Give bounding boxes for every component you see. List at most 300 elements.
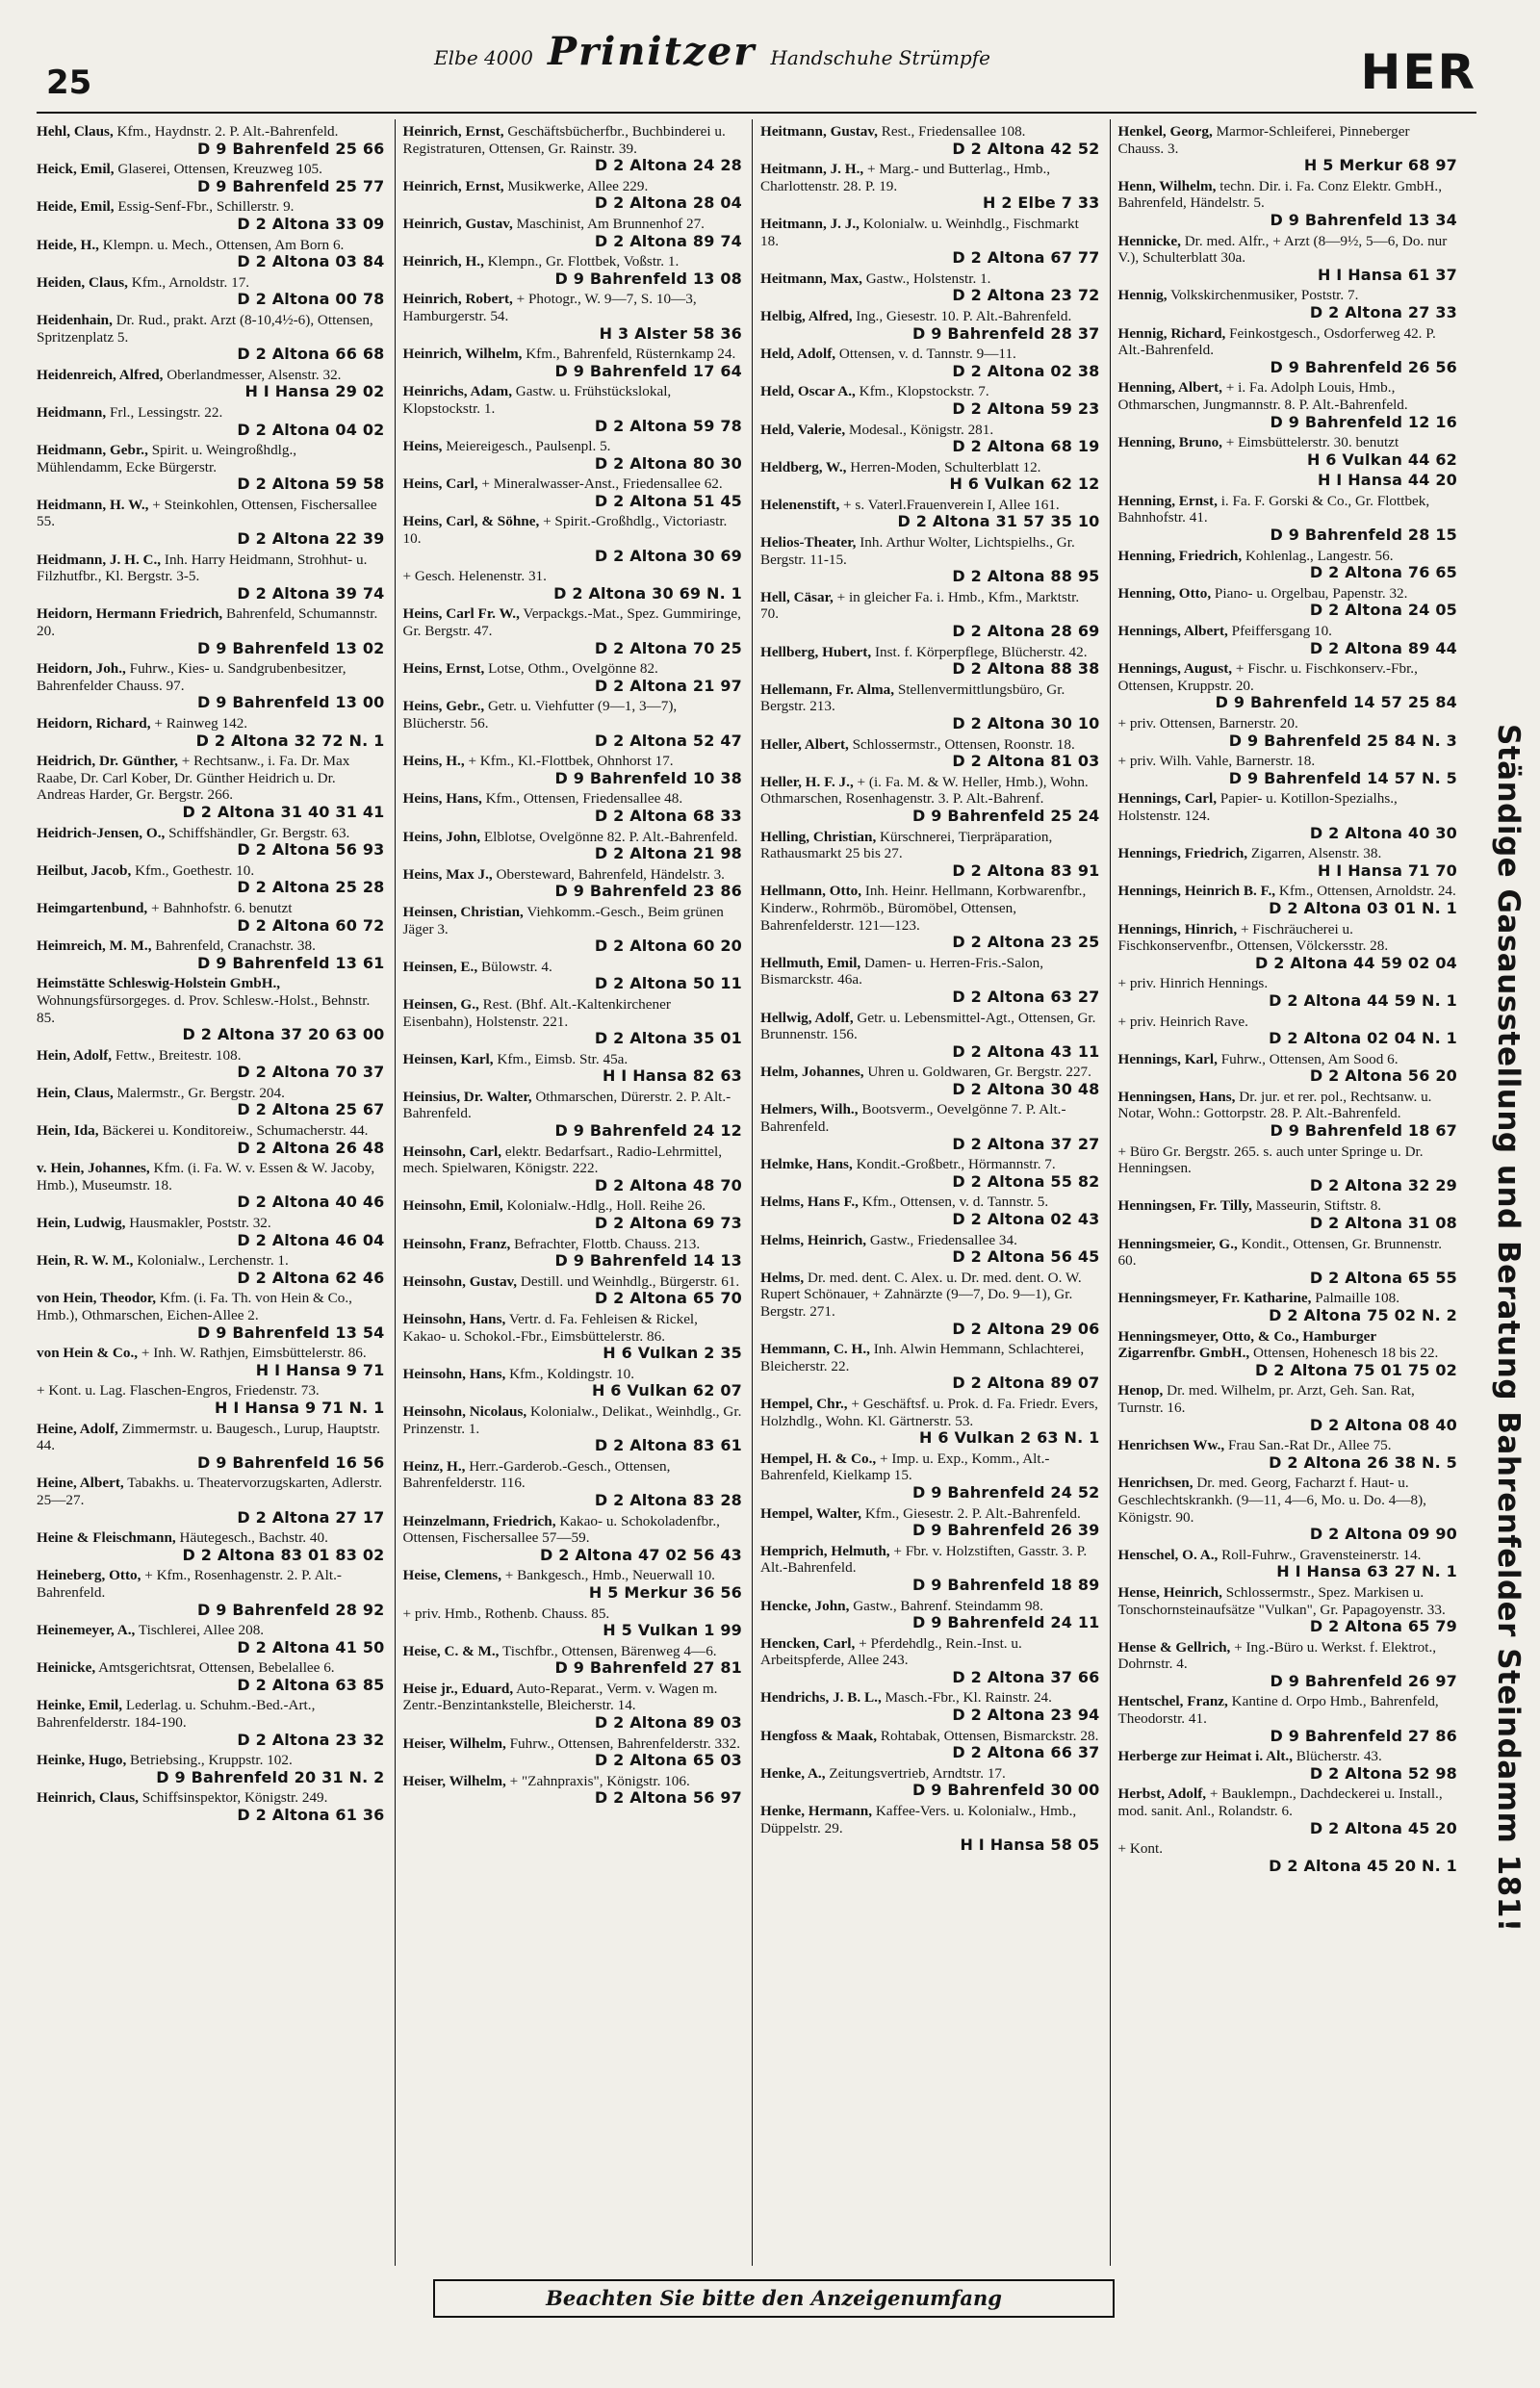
entry-name: Heins, Carl,	[402, 475, 478, 493]
entry-name: Heins, Ernst,	[402, 660, 485, 678]
entry-phone: D 2 Altona 51 45	[594, 491, 742, 510]
directory-entry	[1118, 1748, 1458, 1782]
entry-phone: D 2 Altona 22 39	[237, 529, 385, 549]
entry-details: Kfm., Bahrenfeld, Rüsternkamp 24.	[526, 346, 736, 363]
entry-name: Heins, Hans,	[402, 790, 482, 808]
entry-name: Heins, Carl Fr. W.,	[402, 605, 520, 623]
entry-details: Elblotse, Ovelgönne 82. P. Alt.-Bahrenfeld.	[483, 828, 738, 845]
directory-column-2	[395, 119, 753, 2266]
directory-entry	[37, 1382, 385, 1416]
entry-name: Heins, Gebr.,	[402, 698, 485, 715]
entry-details: Dr. Rud., prakt. Arzt (8-10,4½-6), Ottensen, Spritzenplatz 5.	[37, 311, 373, 346]
entry-details: Dr. jur. et rer. pol., Rechtsanw. u. Notar, Wohn.: Gottorpstr. 28. P. Alt.-Bahrenfeld.	[1117, 1088, 1432, 1122]
entry-name: Hein, Ludwig,	[37, 1215, 126, 1232]
entry-phone: D 2 Altona 76 65	[1309, 563, 1457, 582]
entry-name: Helenenstift,	[760, 496, 840, 513]
directory-entry	[37, 605, 385, 656]
entry-details: Bootsverm., Oevelgönne 7. P. Alt.-Bahrenfeld.	[760, 1101, 1066, 1136]
entry-name: Henschel, O. A.,	[1117, 1546, 1219, 1563]
entry-phone: D 2 Altona 83 01 83 02	[182, 1545, 385, 1564]
directory-entry	[37, 975, 385, 1042]
entry-details: Rohtabak, Ottensen, Bismarckstr. 28.	[880, 1727, 1099, 1744]
entry-phone: D 2 Altona 28 04	[594, 193, 742, 213]
entry-details: Kfm. (i. Fa. Th. von Hein & Co., Hmb.), Othmarschen, Eichen-Allee 2.	[37, 1290, 352, 1323]
entry-details: + Geschäftsf. u. Prok. d. Fa. Friedr. Evers, Holzhdlg., Wohn. Kl. Gärtnerstr. 53.	[760, 1395, 1098, 1429]
entry-name: Hennig,	[1117, 287, 1168, 304]
entry-details: Gastw., Friedensallee 34.	[869, 1231, 1017, 1248]
entry-name: Heise jr., Eduard,	[402, 1680, 514, 1697]
directory-entry	[403, 1403, 743, 1454]
entry-phone: D 9 Bahrenfeld 18 89	[912, 1575, 1100, 1594]
entry-name: Heitmann, J. J.,	[760, 215, 860, 232]
entry-phone: D 2 Altona 44 59 02 04	[1255, 953, 1457, 972]
directory-entry	[403, 1366, 743, 1399]
entry-name: Hense, Heinrich,	[1117, 1583, 1222, 1601]
entry-details: Kfm., Haydnstr. 2. P. Alt.-Bahrenfeld.	[116, 123, 339, 140]
entry-name: Hengfoss & Maak,	[760, 1727, 878, 1744]
entry-name: Heinrich, Wilhelm,	[402, 346, 523, 363]
entry-phone: D 2 Altona 63 27	[952, 987, 1100, 1006]
entry-name: Heinke, Emil,	[37, 1697, 123, 1714]
entry-details: Lederlag. u. Schuhm.-Bed.-Art., Bahrenfelderstr. 184-190.	[37, 1697, 316, 1732]
directory-entry	[760, 1101, 1100, 1152]
entry-details: Kfm., Koldingstr. 10.	[509, 1365, 635, 1382]
entry-details: Schiffshändler, Gr. Bergstr. 63.	[168, 824, 350, 841]
entry-details: Häutegesch., Bachstr. 40.	[179, 1529, 328, 1547]
directory-entry	[403, 698, 743, 749]
entry-name: Henningsmeier, G.,	[1117, 1235, 1238, 1252]
entry-phone: H 6 Vulkan 2 35	[603, 1344, 742, 1363]
entry-details: Bäckerei u. Konditoreiw., Schumacherstr. 44.	[102, 1122, 369, 1140]
entry-details: + Kont.	[1117, 1840, 1164, 1858]
entry-phone: D 2 Altona 30 69 N. 1	[553, 583, 742, 603]
entry-phone: H I Hansa 82 63	[602, 1066, 742, 1086]
directory-entry	[1118, 1840, 1458, 1874]
entry-name: Hencken, Carl,	[760, 1634, 856, 1652]
entry-phone: D 2 Altona 75 01 75 02	[1255, 1360, 1457, 1379]
entry-phone: H I Hansa 9 71	[255, 1360, 385, 1379]
directory-entry	[37, 497, 385, 548]
entry-details: + Spirit.-Großhdlg., Victoriastr. 10.	[402, 513, 728, 548]
directory-entry	[1118, 1382, 1458, 1433]
entry-name: Heise, C. & M.,	[402, 1642, 500, 1659]
entry-phone: D 2 Altona 56 93	[237, 840, 385, 860]
entry-name: Hennings, Heinrich B. F.,	[1117, 883, 1276, 900]
entry-name: Heitmann, Max,	[760, 270, 862, 287]
entry-details: Bülowstr. 4.	[480, 958, 552, 975]
directory-entry	[760, 216, 1100, 267]
entry-phone: D 9 Bahrenfeld 25 24	[912, 806, 1100, 825]
entry-phone: D 2 Altona 37 20 63 00	[182, 1025, 385, 1044]
entry-details: + Photogr., W. 9—7, S. 10—3, Hamburgerstr. 54.	[402, 291, 697, 324]
entry-name: Henningsen, Hans,	[1117, 1088, 1236, 1105]
entry-phone: H 2 Elbe 7 33	[982, 193, 1100, 213]
entry-details: Betriebsing., Kruppstr. 102.	[130, 1752, 293, 1769]
entry-phone: D 2 Altona 26 38 N. 5	[1269, 1452, 1457, 1472]
entry-details: Rest., Friedensallee 108.	[881, 123, 1026, 140]
directory-entry	[37, 1122, 385, 1156]
entry-name: Hennings, Albert,	[1117, 623, 1228, 640]
entry-details: Stellenvermittlungsbüro, Gr. Bergstr. 213.	[760, 680, 1065, 715]
directory-entry	[760, 1543, 1100, 1594]
directory-entry	[1118, 1051, 1458, 1085]
entry-name: Heilbut, Jacob,	[37, 861, 132, 879]
entry-name: Held, Adolf,	[760, 346, 836, 363]
entry-phone: D 2 Altona 40 46	[237, 1193, 385, 1212]
entry-name: Hencke, John,	[760, 1597, 850, 1614]
entry-phone: D 2 Altona 66 68	[237, 345, 385, 364]
entry-phone: D 2 Altona 21 97	[594, 676, 742, 695]
directory-entry	[1118, 1143, 1458, 1194]
entry-phone: D 2 Altona 32 29	[1309, 1175, 1457, 1194]
entry-details: Getr. u. Lebensmittel-Agt., Ottensen, Gr. Brunnenstr. 156.	[760, 1009, 1096, 1043]
directory-entry	[1118, 1197, 1458, 1231]
entry-phone: D 2 Altona 70 37	[237, 1063, 385, 1082]
directory-entry	[37, 1290, 385, 1341]
entry-name: Heinsen, Christian,	[402, 903, 524, 920]
directory-entry	[37, 715, 385, 749]
entry-name: Helms, Heinrich,	[760, 1231, 867, 1248]
directory-entry	[37, 161, 385, 194]
directory-entry	[403, 1051, 743, 1085]
entry-details: Fuhrw., Ottensen, Am Sood 6.	[1220, 1050, 1399, 1067]
entry-details: + Rainweg 142.	[154, 715, 248, 732]
entry-details: + Kfm., Rosenhagenstr. 2. P. Alt.-Bahrenfeld.	[37, 1567, 342, 1601]
entry-phone: D 2 Altona 31 40 31 41	[182, 802, 385, 821]
entry-name: Heller, H. F. J.,	[760, 773, 854, 790]
entry-phone: D 9 Bahrenfeld 25 84 N. 3	[1228, 731, 1457, 750]
directory-entry	[403, 291, 743, 342]
entry-details: Feinkostgesch., Osdorferweg 42. P. Alt.-Bahrenfeld.	[1117, 324, 1436, 359]
entry-phone: H 6 Vulkan 62 07	[591, 1381, 742, 1400]
entry-name: Heinrich, Ernst,	[402, 123, 504, 140]
directory-entry	[1118, 1639, 1458, 1690]
entry-details: Othmarschen, Dürerstr. 2. P. Alt.-Bahrenfeld.	[402, 1088, 732, 1122]
directory-entry	[1118, 790, 1458, 841]
entry-name: Heinsen, G.,	[402, 995, 479, 1013]
directory-entry	[760, 1341, 1100, 1392]
directory-entry	[1118, 753, 1458, 786]
entry-details: Schlossermstr., Ottensen, Roonstr. 18.	[852, 735, 1075, 753]
directory-entry	[760, 1728, 1100, 1761]
header-ad-right: Handschuhe Strümpfe	[770, 46, 990, 69]
entry-phone: D 2 Altona 21 98	[594, 844, 742, 863]
directory-entry	[1118, 233, 1458, 284]
entry-phone: D 9 Bahrenfeld 25 66	[197, 139, 385, 158]
entry-phone: D 2 Altona 56 97	[594, 1788, 742, 1808]
directory-entry	[403, 1311, 743, 1362]
entry-phone: D 2 Altona 67 77	[952, 248, 1100, 268]
entry-name: Heinsohn, Franz,	[402, 1235, 511, 1252]
entry-details: i. Fa. F. Gorski & Co., Gr. Flottbek, Bahnhofstr. 41.	[1117, 492, 1430, 526]
entry-details: Kolonialw.-Hdlg., Holl. Reihe 26.	[506, 1197, 706, 1215]
entry-phone: D 2 Altona 44 59 N. 1	[1269, 990, 1457, 1010]
entry-phone: D 2 Altona 62 46	[237, 1268, 385, 1287]
directory-entry	[1118, 1089, 1458, 1140]
entry-name: Hellmuth, Emil,	[760, 954, 861, 971]
directory-entry	[1118, 975, 1458, 1009]
entry-details: + Bahnhofstr. 6. benutzt	[150, 899, 293, 916]
directory-entry	[403, 753, 743, 786]
directory-entry	[1118, 1236, 1458, 1287]
entry-name: Hennings, Carl,	[1117, 790, 1218, 808]
entry-phone: D 2 Altona 30 10	[952, 714, 1100, 732]
entry-details: Kantine d. Orpo Hmb., Bahrenfeld, Theodorstr. 41.	[1117, 1693, 1439, 1728]
entry-details: Gastw., Bahrenf. Steindamm 98.	[853, 1597, 1043, 1614]
directory-entry	[403, 959, 743, 992]
entry-name: Hein, Ida,	[37, 1122, 99, 1140]
entry-name: Heick, Emil,	[37, 161, 115, 178]
entry-name: Heinrich, Gustav,	[402, 215, 513, 232]
entry-details: Auto-Reparat., Verm. v. Wagen m. Zentr.-Benzintankstelle, Bleicherstr. 14.	[402, 1680, 718, 1714]
directory-entry	[403, 904, 743, 955]
directory-entry	[1118, 660, 1458, 711]
directory-entry	[1118, 178, 1458, 229]
entry-name: Heinsen, Karl,	[402, 1050, 494, 1067]
entry-details: Kfm., Ottensen, v. d. Tannstr. 5.	[861, 1194, 1049, 1211]
entry-details: Meiereigesch., Paulsenpl. 5.	[446, 438, 611, 455]
entry-phone: D 2 Altona 02 04 N. 1	[1269, 1029, 1457, 1048]
entry-details: Kfm., Eimsb. Str. 45a.	[497, 1050, 629, 1067]
entry-name: Helmke, Hans,	[760, 1156, 853, 1173]
entry-name: Hennings, Hinrich,	[1117, 920, 1238, 937]
entry-phone: D 2 Altona 33 09	[237, 214, 385, 233]
entry-phone: D 2 Altona 65 79	[1309, 1617, 1457, 1636]
entry-details: Gastw., Holstenstr. 1.	[865, 270, 991, 287]
directory-entry	[37, 753, 385, 820]
entry-details: Kondit.-Großbetr., Hörmannstr. 7.	[856, 1156, 1056, 1173]
entry-name: Heidrich, Dr. Günther,	[37, 753, 178, 770]
entry-name: Henkel, Georg,	[1117, 123, 1213, 140]
entry-phone: D 2 Altona 80 30	[594, 453, 742, 473]
entry-phone: D 2 Altona 60 20	[594, 937, 742, 956]
entry-phone: D 9 Bahrenfeld 26 56	[1270, 357, 1457, 376]
entry-name: Henn, Wilhelm,	[1117, 177, 1217, 194]
directory-entry	[760, 1064, 1100, 1097]
entry-name: Heidmann, H. W.,	[37, 496, 149, 513]
entry-phone: D 9 Bahrenfeld 13 54	[197, 1322, 385, 1342]
entry-name: Heise, Clemens,	[402, 1567, 501, 1584]
entry-phone: D 2 Altona 30 48	[952, 1079, 1100, 1098]
entry-name: Hense & Gellrich,	[1117, 1638, 1231, 1656]
entry-name: Helms, Hans F.,	[760, 1194, 859, 1211]
entry-details: Uhren u. Goldwaren, Gr. Bergstr. 227.	[867, 1064, 1091, 1081]
entry-details: Inh. Heinr. Hellmann, Korbwarenfbr., Kinderw., Rohrmöb., Büromöbel, Ottensen, Bahrenfelderstr. 121—123.	[760, 883, 1087, 934]
entry-phone: D 9 Bahrenfeld 24 12	[554, 1121, 742, 1141]
entry-phone: D 9 Bahrenfeld 28 92	[197, 1600, 385, 1619]
entry-details: + Steinkohlen, Ottensen, Fischersallee 55.	[37, 496, 377, 530]
entry-phone: D 2 Altona 52 98	[1309, 1763, 1457, 1783]
entry-name: Heidrich-Jensen, O.,	[37, 824, 166, 841]
directory-entry	[37, 1160, 385, 1211]
entry-phone: D 2 Altona 45 20 N. 1	[1269, 1856, 1457, 1875]
entry-name: Hempel, H. & Co.,	[760, 1450, 877, 1467]
entry-phone: H I Hansa 61 37	[1317, 265, 1457, 284]
entry-details: Pfeiffersgang 10.	[1231, 623, 1332, 640]
entry-phone: D 2 Altona 89 74	[594, 231, 742, 250]
directory-entry	[1118, 1290, 1458, 1323]
entry-details: + Bauklempn., Dachdeckerei u. Install., mod. sanit. Anl., Rolandstr. 6.	[1117, 1785, 1443, 1820]
entry-details: Ottensen, Hohenesch 18 bis 22.	[1253, 1345, 1439, 1362]
entry-phone: D 2 Altona 89 03	[594, 1713, 742, 1733]
entry-phone: D 2 Altona 27 17	[237, 1507, 385, 1527]
directory-entry	[403, 1089, 743, 1140]
entry-details: Destill. und Weinhdlg., Bürgerstr. 61.	[520, 1272, 740, 1290]
entry-name: von Hein, Theodor,	[37, 1290, 157, 1307]
entry-details: Schiffsinspektor, Königstr. 249.	[141, 1789, 328, 1807]
entry-details: Tischfbr., Ottensen, Bärenweg 4—6.	[502, 1642, 717, 1659]
entry-name: Hellemann, Fr. Alma,	[760, 680, 895, 698]
directory-entry	[1118, 1437, 1458, 1471]
entry-name: Heimstätte Schleswig-Holstein GmbH.,	[37, 975, 281, 992]
entry-name: Hellberg, Hubert,	[760, 643, 872, 660]
entry-details: + (i. Fa. M. & W. Heller, Hmb.), Wohn. Othmarschen, Rosenhagenstr. 3. P. Alt.-Bahrenf.	[760, 773, 1089, 808]
entry-details: + Fischr. u. Fischkonserv.-Fbr., Ottensen, Kruppstr. 20.	[1117, 660, 1418, 694]
entry-name: Held, Valerie,	[760, 421, 846, 438]
entry-details: elektr. Bedarfsart., Radio-Lehrmittel, mech. Spielwaren, Königstr. 222.	[402, 1143, 723, 1177]
entry-name: Helm, Johannes,	[760, 1064, 864, 1081]
directory-entry	[37, 198, 385, 232]
directory-entry	[37, 1421, 385, 1472]
directory-entry	[403, 790, 743, 824]
directory-entry	[403, 346, 743, 379]
entry-phone: D 2 Altona 00 78	[237, 290, 385, 309]
entry-details: + in gleicher Fa. i. Hmb., Kfm., Marktstr. 70.	[760, 588, 1080, 623]
entry-name: Helios-Theater,	[760, 534, 857, 552]
directory-entry	[403, 996, 743, 1047]
entry-phone: D 2 Altona 32 72 N. 1	[195, 731, 385, 750]
directory-entry	[1118, 921, 1458, 972]
entry-details: + Gesch. Helenenstr. 31.	[402, 568, 547, 585]
entry-details: Dr. med. Wilhelm, pr. Arzt, Geh. San. Rat, Turnstr. 16.	[1117, 1382, 1415, 1416]
entry-name: Heide, Emil,	[37, 198, 115, 216]
directory-entry	[760, 1451, 1100, 1502]
entry-name: Heitmann, J. H.,	[760, 161, 864, 178]
entry-phone: D 9 Bahrenfeld 13 34	[1270, 210, 1457, 229]
entry-details: + Kfm., Kl.-Flottbek, Ohnhorst 17.	[468, 753, 674, 770]
entry-details: Bahrenfeld, Schumannstr. 20.	[37, 605, 378, 640]
directory-entry	[1118, 123, 1458, 174]
directory-entry	[403, 1273, 743, 1307]
entry-details: Kürschnerei, Tierpräparation, Rathausmarkt 25 bis 27.	[760, 828, 1053, 862]
entry-phone: D 2 Altona 68 33	[594, 806, 742, 825]
directory-entry	[37, 1475, 385, 1526]
entry-phone: D 2 Altona 68 19	[952, 437, 1100, 456]
directory-entry	[403, 1236, 743, 1270]
entry-name: Henningsen, Fr. Tilly,	[1117, 1197, 1252, 1215]
entry-phone: D 9 Bahrenfeld 26 97	[1270, 1671, 1457, 1690]
entry-phone: D 9 Bahrenfeld 18 67	[1270, 1121, 1457, 1141]
entry-phone: D 9 Bahrenfeld 23 86	[554, 882, 742, 901]
entry-name: Heitmann, Gustav,	[760, 123, 878, 140]
entry-details: Volkskirchenmusiker, Poststr. 7.	[1170, 287, 1359, 304]
entry-phone: D 2 Altona 48 70	[594, 1175, 742, 1194]
entry-details: Spirit. u. Weingroßhdlg., Mühlendamm, Ecke Bürgerstr.	[37, 442, 297, 475]
entry-phone: D 2 Altona 30 69	[594, 546, 742, 565]
entry-name: Hennings, August,	[1117, 660, 1233, 678]
directory-entry	[37, 237, 385, 270]
entry-phone: D 2 Altona 59 23	[952, 398, 1100, 418]
entry-phone: H 5 Merkur 68 97	[1303, 156, 1457, 175]
entry-phone: D 9 Bahrenfeld 24 52	[912, 1482, 1100, 1502]
directory-entry	[760, 1232, 1100, 1266]
entry-phone: D 2 Altona 59 78	[594, 416, 742, 435]
entry-name: Heiser, Wilhelm,	[402, 1772, 506, 1789]
entry-phone: D 9 Bahrenfeld 20 31 N. 2	[156, 1767, 385, 1786]
entry-details: Fettw., Breitestr. 108.	[115, 1046, 242, 1064]
entry-name: Heide, H.,	[37, 236, 99, 253]
entry-details: + priv. Heinrich Rave.	[1117, 1013, 1248, 1030]
entry-name: Heidorn, Hermann Friedrich,	[37, 605, 223, 623]
directory-entry	[760, 1765, 1100, 1799]
entry-name: Hentschel, Franz,	[1117, 1693, 1228, 1710]
directory-entry	[1118, 1693, 1458, 1744]
entry-details: Kfm. (i. Fa. W. v. Essen & W. Jacoby, Hmb.), Museumstr. 18.	[37, 1160, 375, 1194]
directory-entry	[760, 534, 1100, 585]
entry-details: + Fbr. v. Holzstiften, Gasstr. 3. P. Alt.-Bahrenfeld.	[760, 1542, 1088, 1577]
entry-phone: H I Hansa 29 02	[244, 382, 385, 401]
directory-entry	[760, 346, 1100, 379]
directory-entry	[760, 497, 1100, 530]
entry-details: Papier- u. Kotillon-Spezialhs., Holstenstr. 124.	[1117, 790, 1398, 824]
entry-phone: H I Hansa 9 71 N. 1	[215, 1398, 385, 1417]
directory-entry	[1118, 845, 1458, 879]
entry-phone: D 9 Bahrenfeld 28 37	[912, 323, 1100, 343]
entry-details: Lotse, Othm., Ovelgönne 82.	[488, 660, 658, 678]
entry-phone: H I Hansa 63 27 N. 1	[1276, 1562, 1457, 1581]
entry-phone: D 9 Bahrenfeld 25 77	[197, 176, 385, 195]
page-number: 25	[46, 64, 92, 102]
entry-phone: D 2 Altona 75 02 N. 2	[1269, 1306, 1457, 1324]
entry-name: Hennings, Friedrich,	[1117, 845, 1248, 862]
directory-entry	[403, 216, 743, 249]
entry-details: Befrachter, Flottb. Chauss. 213.	[514, 1235, 701, 1252]
entry-phone: H 6 Vulkan 62 12	[949, 475, 1100, 494]
entry-details: + "Zahnpraxis", Königstr. 106.	[509, 1772, 690, 1789]
directory-entry	[403, 866, 743, 900]
entry-phone: D 2 Altona 31 08	[1309, 1214, 1457, 1233]
entry-details: Marmor-Schleiferei, Pinneberger Chauss. 3.	[1117, 123, 1410, 157]
entry-details: Damen- u. Herren-Fris.-Salon, Bismarckstr. 46a.	[760, 954, 1044, 989]
entry-details: Kfm., Arnoldstr. 17.	[131, 273, 250, 291]
directory-entry	[37, 552, 385, 603]
entry-phone: D 2 Altona 09 90	[1309, 1525, 1457, 1544]
entry-name: Heinsohn, Nicolaus,	[402, 1402, 527, 1420]
directory-entry	[403, 1605, 743, 1639]
entry-phone: D 2 Altona 02 43	[952, 1210, 1100, 1229]
directory-entry	[760, 829, 1100, 880]
directory-entry	[1118, 1785, 1458, 1836]
entry-details: Masch.-Fbr., Kl. Rainstr. 24.	[885, 1689, 1052, 1707]
entry-name: Heine & Fleischmann,	[37, 1529, 176, 1547]
directory-entry	[403, 1197, 743, 1231]
entry-name: Herbst, Adolf,	[1117, 1785, 1207, 1803]
entry-name: Heins, Max J.,	[402, 865, 493, 883]
directory-entry	[760, 644, 1100, 678]
entry-details: Fuhrw., Kies- u. Sandgrubenbesitzer, Bahrenfelder Chauss. 97.	[37, 660, 346, 694]
directory-entry	[760, 1689, 1100, 1723]
directory-entry	[37, 404, 385, 438]
entry-name: Heinrich, Ernst,	[402, 177, 504, 194]
directory-entry	[403, 1458, 743, 1509]
entry-phone: D 2 Altona 26 48	[237, 1138, 385, 1157]
directory-column-1	[37, 119, 395, 2266]
entry-name: Henrichsen,	[1117, 1475, 1194, 1492]
entry-details: Tischlerei, Allee 208.	[138, 1622, 265, 1639]
entry-phone: D 2 Altona 45 20	[1309, 1818, 1457, 1837]
directory-entry	[37, 1567, 385, 1618]
directory-entry	[760, 422, 1100, 455]
